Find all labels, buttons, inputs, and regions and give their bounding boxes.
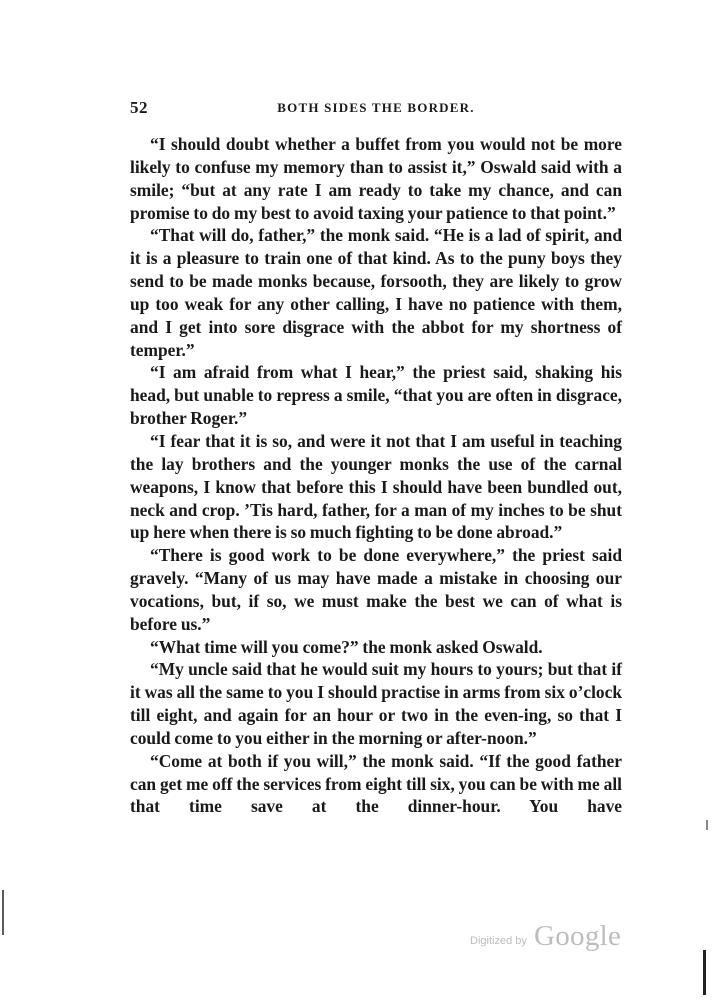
running-title: BOTH SIDES THE BORDER. <box>277 100 475 115</box>
paragraph <box>130 544 622 635</box>
text-line: they are likely to grow up too weak for any other calling, I <box>130 271 622 314</box>
text-line: “I fear that it is so, and were it not that I am useful in <box>150 430 555 451</box>
running-head <box>130 98 622 120</box>
body-text <box>130 133 622 818</box>
google-logo-text: Google <box>534 920 622 952</box>
text-line: said with a smile; “but at any rate I am ready to take my <box>130 156 622 200</box>
page-number: 52 <box>130 98 148 117</box>
digitized-by-google-watermark <box>470 920 630 960</box>
text-line: can of what is before us.” <box>130 590 622 634</box>
text-line: six o’clock till eight, and again for an hour or two in the even- <box>130 682 622 726</box>
paragraph <box>130 430 622 544</box>
text-line: the carnal weapons, I know that before this I should have <box>130 453 622 497</box>
text-line: the puny boys they send to be made monks because, forsooth, <box>130 248 622 292</box>
text-line: “I should doubt whether a buffet from you would not be <box>150 134 579 154</box>
text-line: “My uncle said that he would suit my hours to yours; but <box>150 659 573 680</box>
text-line: teaching the lay brothers and the younger monks the use of <box>130 430 622 474</box>
paragraph <box>130 224 622 361</box>
text-line: spirit, and it is a pleasure to train one of that kind. As to <box>130 225 622 269</box>
text-line: head, but unable to repress a smile, “that you are often in <box>130 385 552 406</box>
text-line: that if it was all the same to you I should practise in arms from <box>130 659 622 703</box>
text-line: “There is good work to be done everywhere,” the priest <box>150 545 585 566</box>
text-line: “Come at both if you will,” the monk said. “If the good <box>150 750 571 771</box>
paragraph <box>130 133 622 224</box>
text-line: “I am afraid from what I hear,” the priest said, shaking his <box>150 362 622 383</box>
scan-edge-mark-left <box>2 890 4 935</box>
text-line: said gravely. “Many of us may have made a mistake in <box>130 545 622 589</box>
text-line: been bundled out, neck and crop. ’Tis hard, father, for a <box>130 476 622 520</box>
text-line: be with me all that time save at the dinner-hour. You have <box>130 773 622 817</box>
watermark-small-text: Digitized by <box>470 935 527 947</box>
text-line: have no patience with them, and I get into sore disgrace <box>130 293 622 337</box>
text-line: more likely to confuse my memory than to assist it,” Oswald <box>130 134 622 177</box>
text-line: with the abbot for my shortness of temper.” <box>130 316 622 360</box>
text-line: “That will do, father,” the monk said. “He is a lad of <box>150 225 541 246</box>
text-line: disgrace, brother Roger.” <box>130 385 622 429</box>
text-line: chance, and can promise to do my best to avoid taxing your <box>130 179 622 223</box>
text-line: patience to that point.” <box>446 202 616 223</box>
scan-edge-mark-right <box>703 950 706 995</box>
paragraph <box>130 750 622 819</box>
text-line: “What time will you come?” the monk asked Oswald. <box>150 636 543 657</box>
scan-edge-tick-right <box>706 820 708 830</box>
paragraph <box>130 361 622 430</box>
text-line: noon.” <box>486 727 537 748</box>
text-line: choosing our vocations, but, if so, we must make the best we <box>130 568 622 611</box>
text-line: father can get me off the services from eight till six, you can <box>130 750 622 794</box>
text-line: man of my inches to be shut up here when there is so much <box>130 499 622 543</box>
text-line: fighting to be done abroad.” <box>355 522 563 543</box>
paragraph <box>130 658 622 749</box>
paragraph <box>130 636 622 659</box>
text-line: ing, so that I could come to you either in the morning or after- <box>130 705 622 748</box>
